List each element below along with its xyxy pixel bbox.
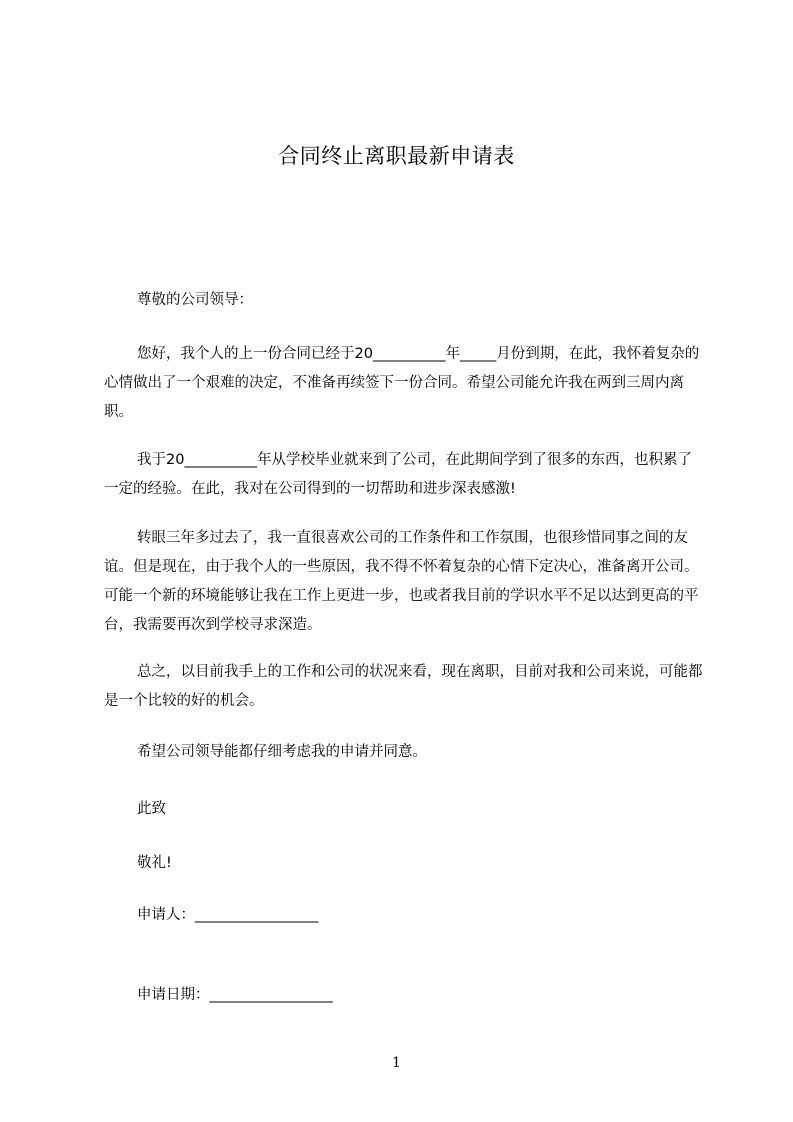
document-title: 合同终止离职最新申请表 xyxy=(278,144,515,168)
page-number: 1 xyxy=(392,1055,401,1071)
paragraph-hope: 希望公司领导能都仔细考虑我的申请并同意。 xyxy=(137,744,427,760)
closing-regards: 此致 xyxy=(137,801,166,817)
paragraph-contract-expiry: 您好，我个人的上一份合同已经于20__________年_____月份到期，在此，我怀着复杂的心情做出了一个艰难的决定，不准备再续签下一份合同。希望公司能允许我在两到三周内离职。 xyxy=(104,346,700,420)
closing-salute: 敬礼! xyxy=(137,855,172,871)
paragraph-graduation: 我于20__________年从学校毕业就来到了公司，在此期间学到了很多的东西，也积累了一定的经验。在此，我对在公司得到的一切帮助和进步深表感激! xyxy=(104,452,692,497)
paragraph-reasons: 转眼三年多过去了，我一直很喜欢公司的工作条件和工作氛围，也很珍惜同事之间的友谊。但是现在，由于我个人的一些原因，我不得不怀着复杂的心情下定决心，准备离开公司。可能一个新的环境能够让我在工作上更进一步，也或者我目前的学识水平不足以达到更高的平台，我需要再次到学校寻求深造。 xyxy=(104,530,699,633)
applicant-line: 申请人：_________________ xyxy=(137,907,319,923)
paragraph-conclusion: 总之，以目前我手上的工作和公司的状况来看，现在离职，目前对我和公司来说，可能都是一个比较的好的机会。 xyxy=(104,664,703,709)
salutation: 尊敬的公司领导： xyxy=(137,292,253,308)
date-line: 申请日期：_________________ xyxy=(137,987,333,1003)
